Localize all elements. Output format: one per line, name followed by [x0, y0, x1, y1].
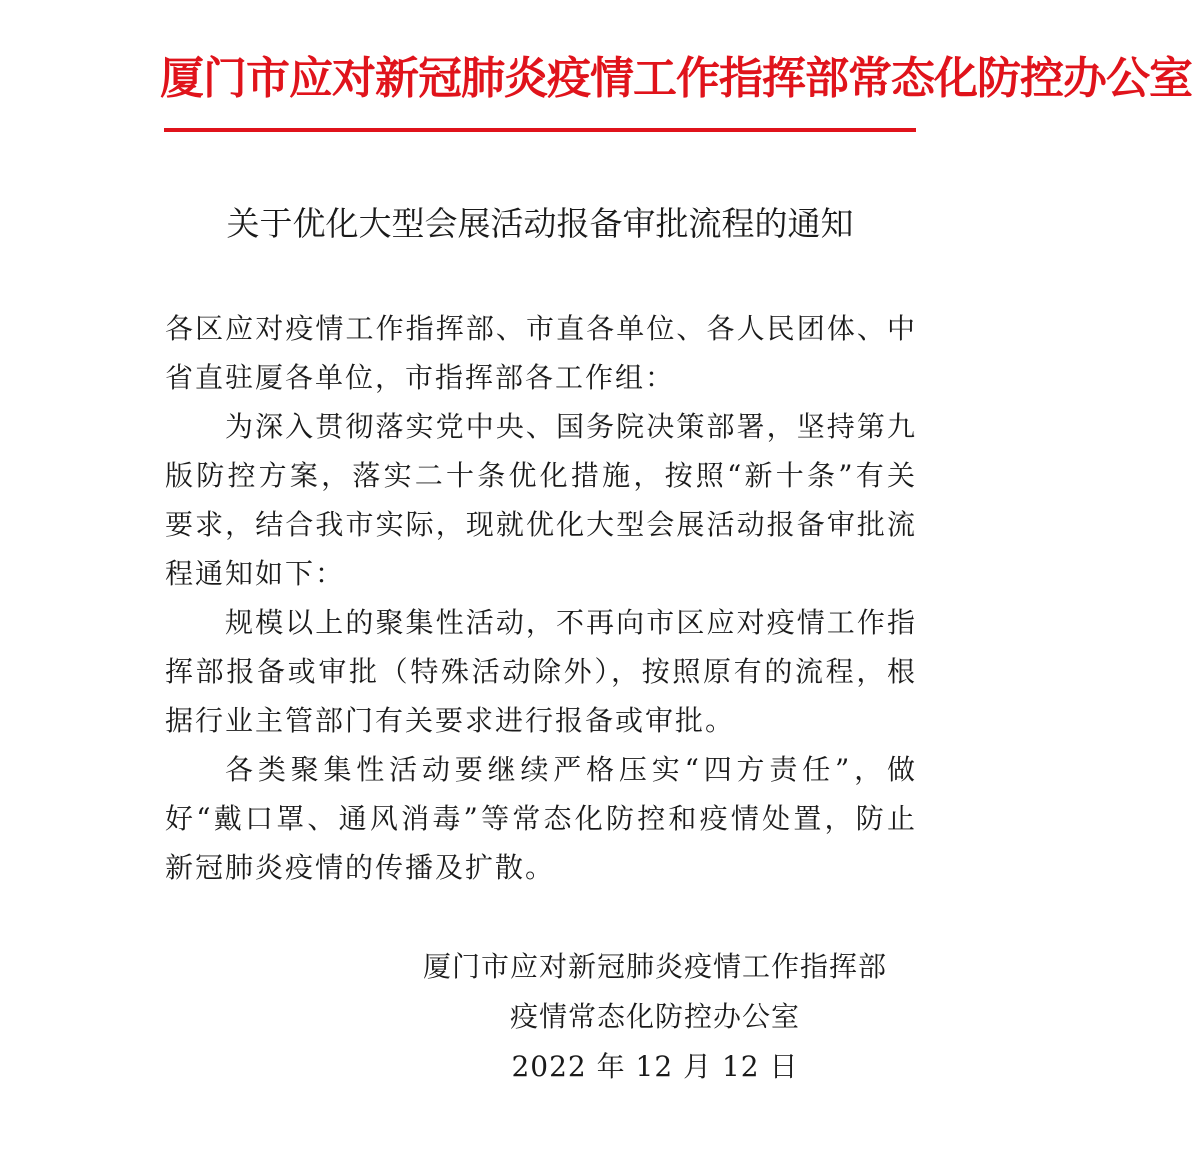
- signature-block: [400, 942, 910, 1092]
- letterhead: [160, 48, 1192, 128]
- paragraph-1: 为深入贯彻落实党中央、国务院决策部署，坚持第九版防控方案，落实二十条优化措施，按照“新十条”有关要求，结合我市实际，现就优化大型会展活动报备审批流程通知如下：: [165, 410, 917, 590]
- letterhead-title: 厦门市应对新冠肺炎疫情工作指挥部常态化防控办公室: [160, 53, 1192, 104]
- signature-org-line-1: 厦门市应对新冠肺炎疫情工作指挥部: [422, 950, 887, 983]
- signature-date: 2022 年 12 月 12 日: [511, 1050, 799, 1083]
- document-title: 关于优化大型会展活动报备审批流程的通知: [226, 204, 854, 243]
- document-body: [165, 304, 917, 892]
- addressee: 各区应对疫情工作指挥部、市直各单位、各人民团体、中省直驻厦各单位，市指挥部各工作组：: [165, 312, 917, 394]
- paragraph-3: 各类聚集性活动要继续严格压实“四方责任”，做好“戴口罩、通风消毒”等常态化防控和疫情处置，防止新冠肺炎疫情的传播及扩散。: [165, 753, 917, 884]
- letterhead-divider: [164, 128, 916, 132]
- signature-org-line-2: 疫情常态化防控办公室: [509, 1000, 800, 1033]
- paragraph-2: 规模以上的聚集性活动，不再向市区应对疫情工作指挥部报备或审批（特殊活动除外），按照原有的流程，根据行业主管部门有关要求进行报备或审批。: [165, 606, 917, 737]
